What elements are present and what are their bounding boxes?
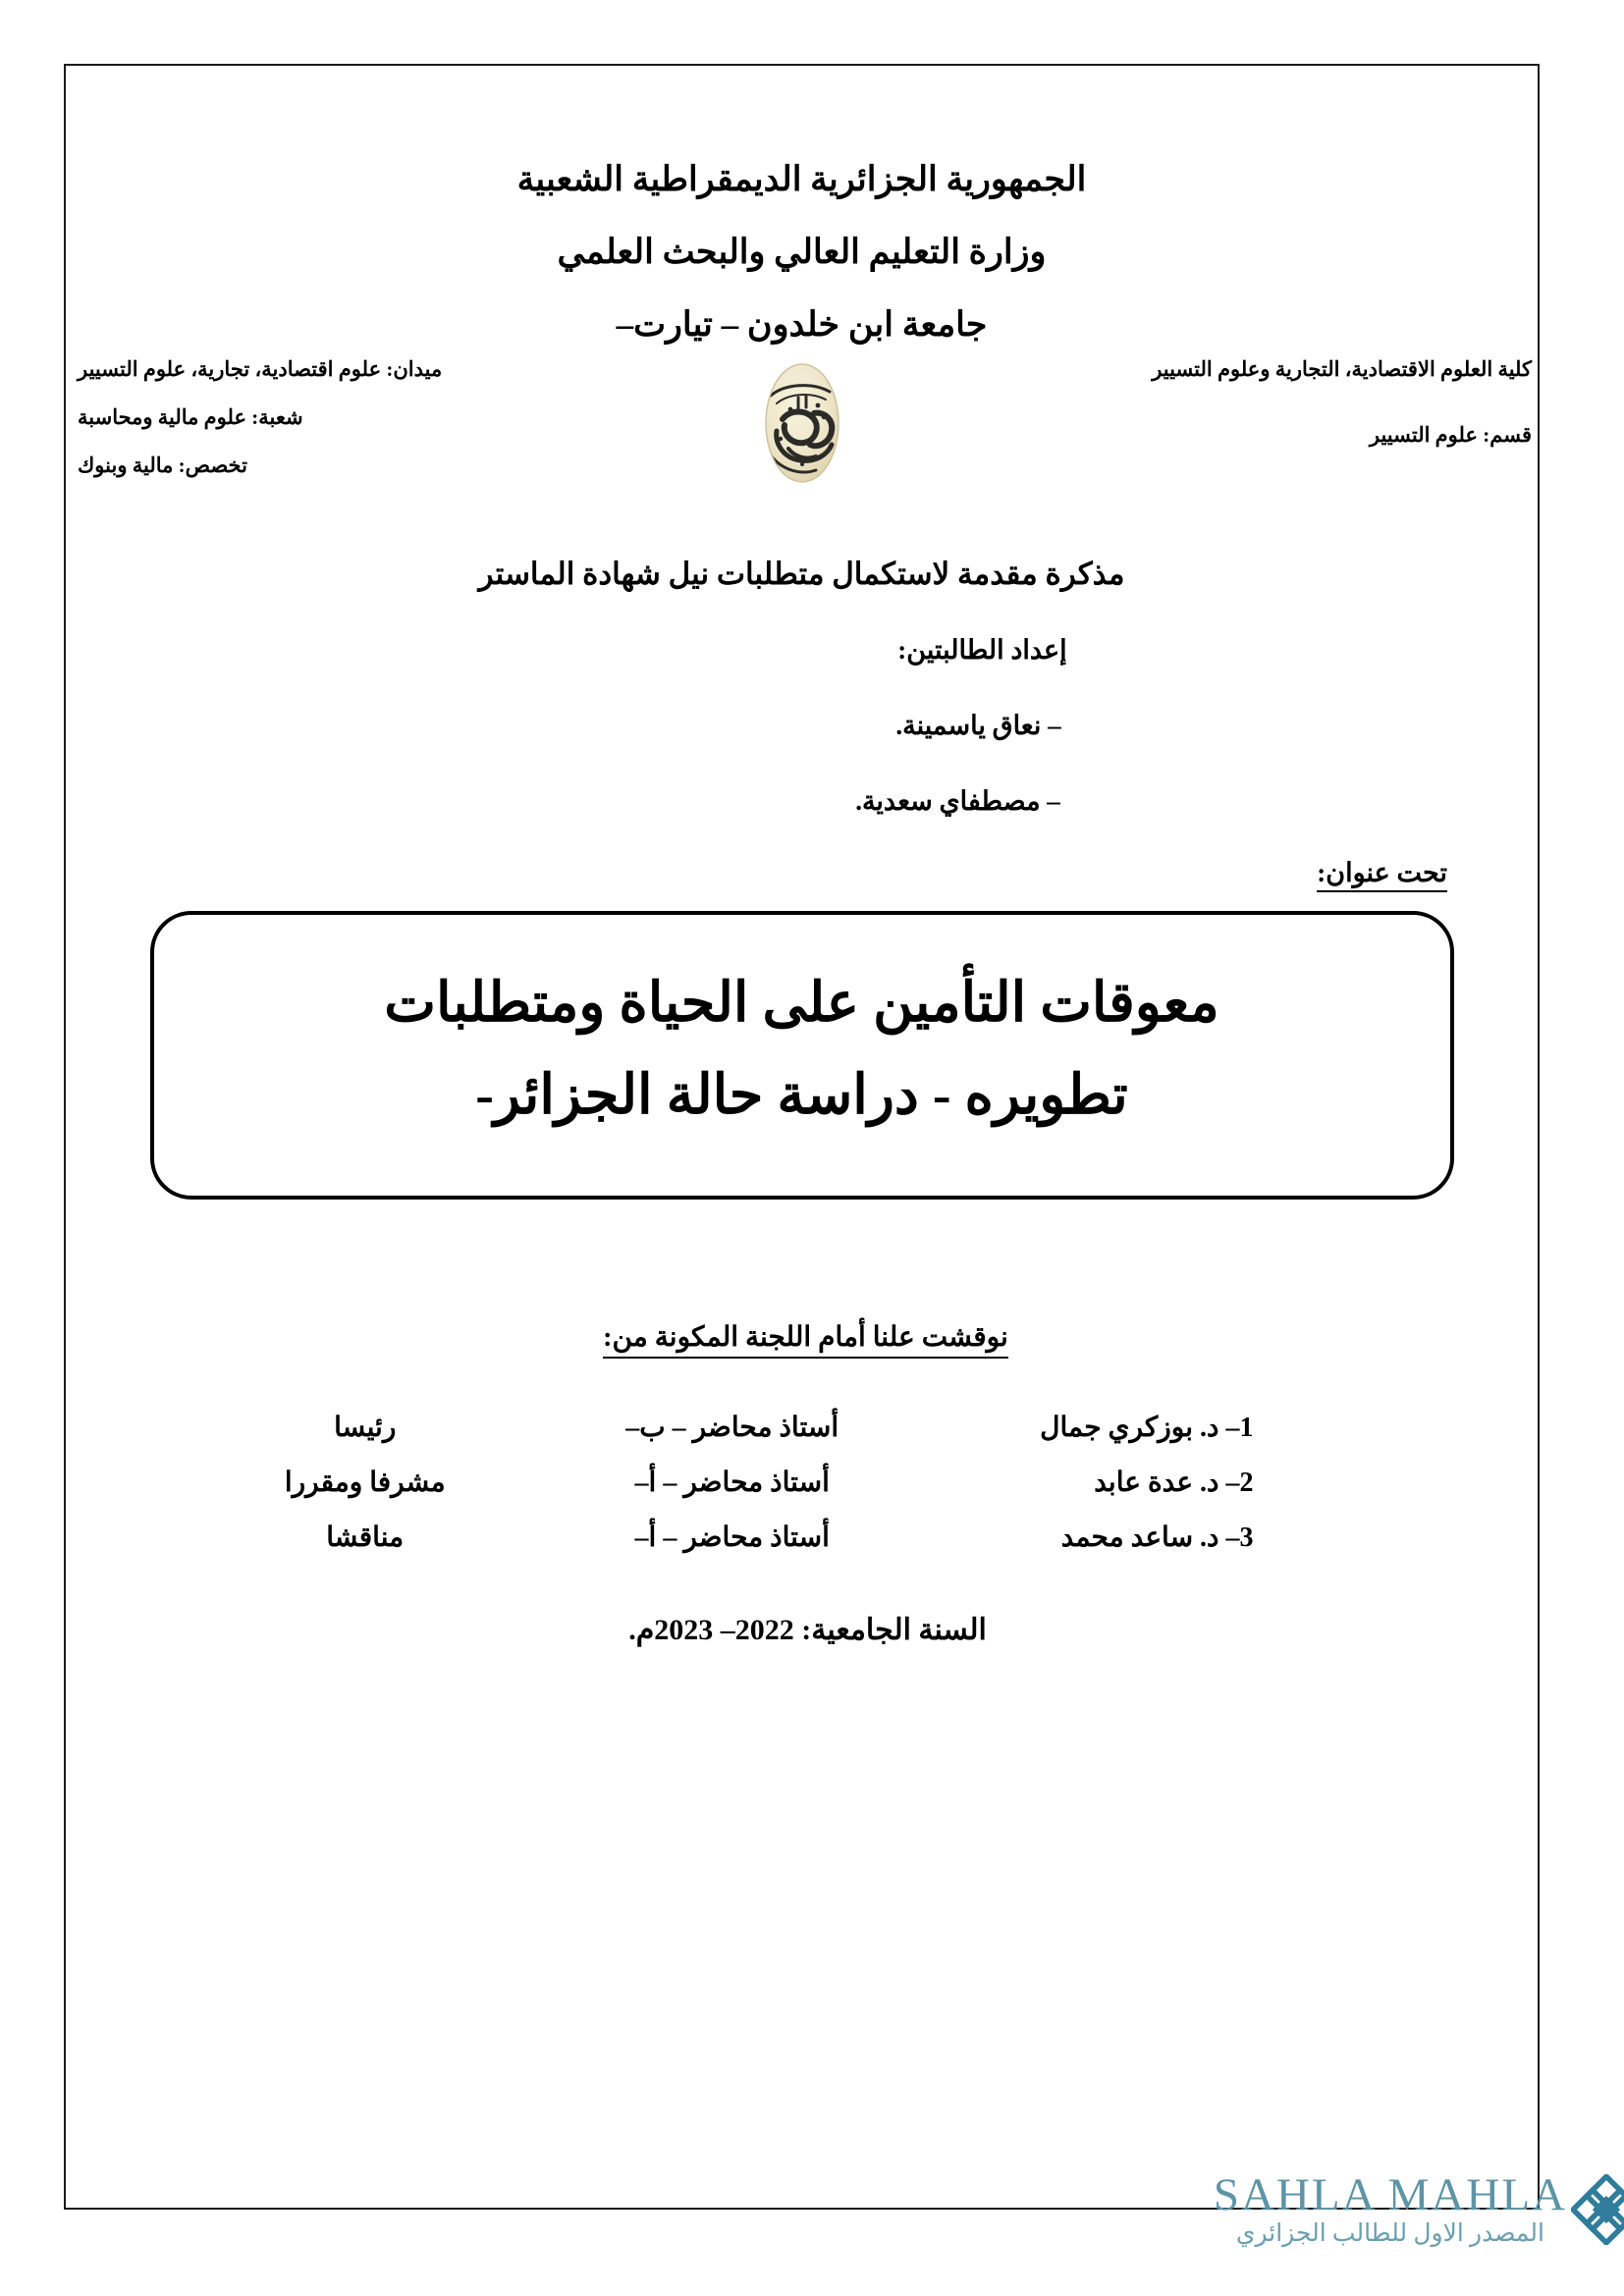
institution-left-column xyxy=(78,359,627,504)
jury-member-name-1: 1– د. بوزكري جمال xyxy=(1040,1413,1254,1443)
watermark-brand: SAHLA MAHLA xyxy=(1213,2168,1567,2220)
jury-member-name-2: 2– د. عدة عابد xyxy=(1094,1468,1254,1498)
jury-member-name-3: 3– د. ساعد محمد xyxy=(1060,1522,1254,1553)
jury-member-rank-3: أستاذ محاضر – أ– xyxy=(634,1522,830,1553)
jury-member-rank-2: أستاذ محاضر – أ– xyxy=(634,1468,830,1498)
jury-table xyxy=(223,1411,1381,1575)
jury-heading xyxy=(66,1320,1538,1354)
specialty-line: تخصص: مالية وبنوك xyxy=(78,454,247,477)
jury-member-role-1: رئيسا xyxy=(334,1413,397,1443)
sahla-mahla-watermark xyxy=(1213,2168,1624,2248)
watermark-text-block xyxy=(1213,2168,1567,2248)
branch-line: شعبة: علوم مالية ومحاسبة xyxy=(78,405,303,429)
institution-right-column xyxy=(982,359,1532,473)
sahla-mahla-knot-logo-icon xyxy=(1571,2174,1624,2245)
author-name-1: – نعاق ياسمينة. xyxy=(895,711,1061,740)
jury-member-role-3: مناقشا xyxy=(326,1522,405,1553)
jury-heading-text: نوقشت علنا أمام اللجنة المكونة من: xyxy=(603,1322,1008,1359)
table-row xyxy=(223,1466,1381,1521)
country-line: الجمهورية الجزائرية الديمقراطية الشعبية xyxy=(516,160,1087,198)
degree-statement: مذكرة مقدمة لاستكمال متطلبات نيل شهادة الماستر xyxy=(478,557,1125,591)
page-content xyxy=(66,66,1538,2208)
under-title-label-text: تحت عنوان: xyxy=(1317,858,1447,892)
thesis-title-line-1: معوقات التأمين على الحياة ومتطلبات xyxy=(384,973,1219,1034)
academic-year: السنة الجامعية: 2022– 2023م. xyxy=(628,1614,987,1646)
author-name-2: – مصطفاي سعدية. xyxy=(855,786,1060,816)
department-line: قسم: علوم التسيير xyxy=(1369,423,1532,447)
table-row xyxy=(223,1411,1381,1466)
header-block xyxy=(66,162,1538,342)
thesis-title-line-2: تطويره - دراسة حالة الجزائر- xyxy=(475,1065,1128,1126)
university-line: جامعة ابن خلدون – تيارت– xyxy=(616,305,988,344)
jury-member-role-2: مشرفا ومقررا xyxy=(284,1468,446,1498)
table-row xyxy=(223,1521,1381,1575)
jury-member-rank-1: أستاذ محاضر – ب– xyxy=(625,1413,839,1443)
university-seal-logo xyxy=(755,362,849,484)
authors-label: إعداد الطالبتين: xyxy=(897,635,1067,665)
ministry-line: وزارة التعليم العالي والبحث العلمي xyxy=(557,233,1047,271)
thesis-title-box xyxy=(150,911,1454,1200)
institution-info-row xyxy=(66,359,1538,531)
under-title-label xyxy=(66,858,1538,888)
watermark-tagline: المصدر الاول للطالب الجزائري xyxy=(1235,2219,1544,2247)
faculty-line: كلية العلوم الاقتصادية، التجارية وعلوم التسيير xyxy=(1152,357,1532,381)
field-line: ميدان: علوم اقتصادية، تجارية، علوم التسيير xyxy=(78,357,443,381)
